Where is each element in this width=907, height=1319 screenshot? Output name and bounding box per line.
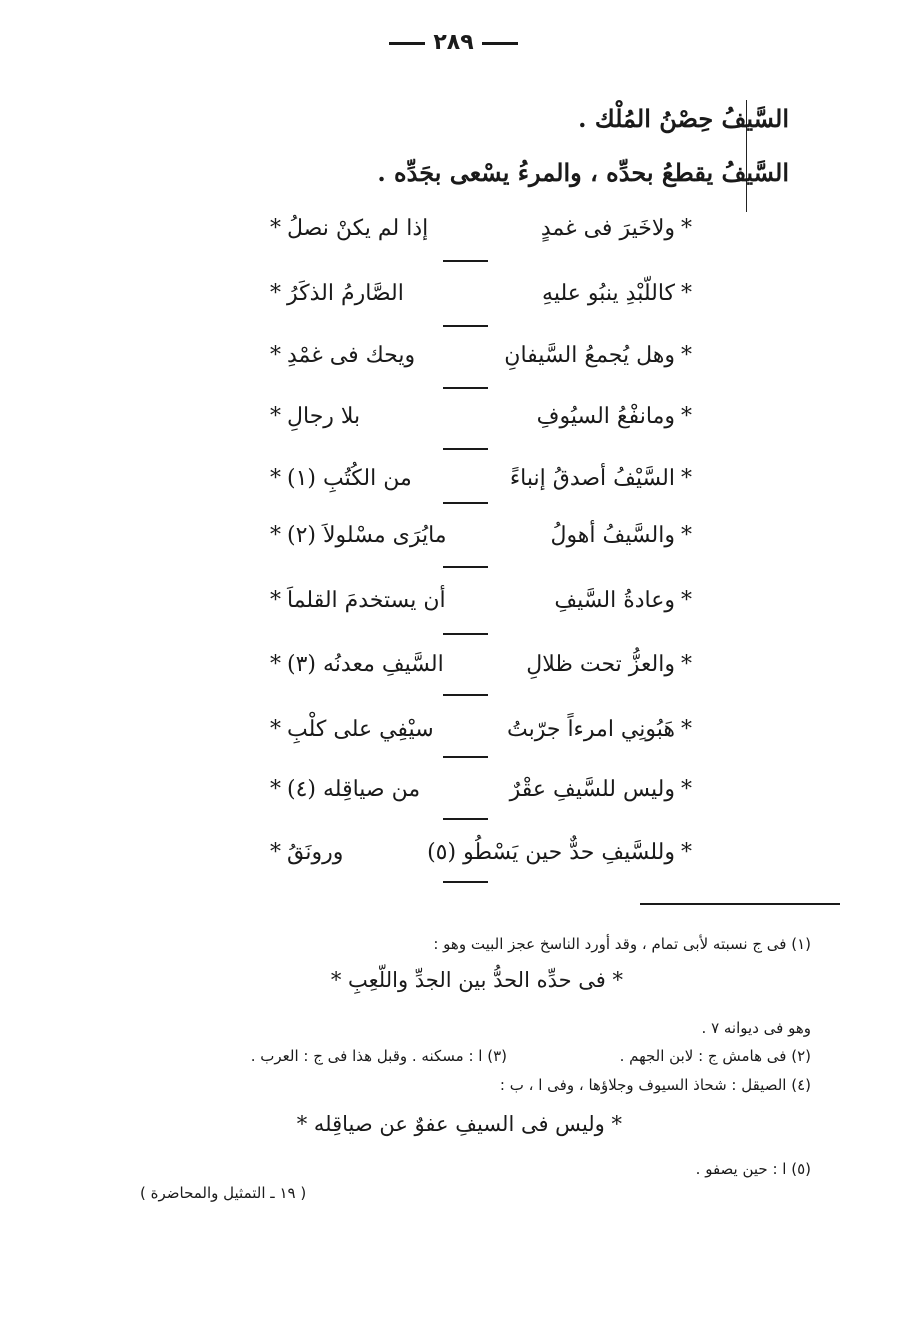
verse-line: [270, 582, 692, 618]
verse-separator: [443, 260, 488, 262]
verse-star: *: [681, 280, 692, 306]
verse-line: [270, 517, 692, 553]
verse-separator: [443, 448, 488, 450]
verse-star: *: [681, 587, 692, 613]
verse-star: *: [270, 651, 281, 677]
verse-line: [270, 711, 692, 747]
verse-star: *: [681, 522, 692, 548]
verse-second-hemistich: الصَّارمُ الذكَرُ: [287, 280, 404, 306]
verse-first-hemistich: ومانفْعُ السيُوفِ: [536, 403, 675, 429]
verse-line: [270, 834, 692, 870]
footnote-2: (٢) فى هامش ج : لابن الجهم .: [619, 1047, 811, 1065]
verse-second-hemistich: من صياقِله (٤): [287, 776, 421, 802]
book-title-signature: ( ١٩ ـ التمثيل والمحاضرة ): [140, 1184, 307, 1202]
page-number-dash-right: [482, 42, 518, 45]
verse-first-hemistich: هَبُونِي امرءاً جرّبتُ: [506, 716, 675, 742]
proverb-line-2: السَّيفُ يقطعُ بحدِّه ، والمرءُ يسْعى بجَدِّه .: [377, 158, 789, 187]
verse-first-hemistich: كاللّبْدِ ينبُو عليهِ: [542, 280, 675, 306]
verse-second-hemistich: سيْفِي على كلْبِ: [287, 716, 434, 742]
verse-separator: [443, 694, 488, 696]
verse-second-hemistich: أن يستخدمَ القلماَ: [287, 587, 446, 613]
verse-first-hemistich: وللسَّيفِ حدٌّ حين يَسْطُو (٥): [427, 839, 675, 865]
verse-second-hemistich: ويحك فى غمْدِ: [287, 342, 416, 368]
verse-star: *: [681, 776, 692, 802]
verse-line: [270, 771, 692, 807]
verse-star: *: [270, 465, 281, 491]
verse-separator: [443, 881, 488, 883]
page-number-value: ٢٨٩: [433, 30, 474, 55]
verse-star: *: [270, 587, 281, 613]
verse-first-hemistich: وهل يُجمعُ السَّيفانِ: [504, 342, 675, 368]
footnote-1-verse: * فى حدِّه الحدُّ بين الجدِّ واللّعِبِ *: [330, 968, 623, 992]
verse-separator: [443, 387, 488, 389]
verse-second-hemistich: بلا رجالِ: [287, 403, 361, 429]
verse-star: *: [681, 716, 692, 742]
page-number: [0, 30, 907, 55]
footnote-rule: [640, 903, 840, 905]
verse-first-hemistich: ولاخَيرَ فى غمدٍ: [540, 215, 675, 241]
verse-star: *: [681, 651, 692, 677]
verse-star: *: [270, 215, 281, 241]
proverb-line-1: السَّيفُ حِصْنُ المُلْك .: [578, 104, 789, 133]
verse-separator: [443, 756, 488, 758]
verse-first-hemistich: وعادةُ السَّيفِ: [554, 587, 675, 613]
verse-star: *: [270, 280, 281, 306]
verse-first-hemistich: والعزُّ تحت ظلالِ: [526, 651, 675, 677]
verse-first-hemistich: السَّيْفُ أصدقُ إنباءً: [509, 465, 675, 491]
verse-star: *: [681, 465, 692, 491]
verse-separator: [443, 566, 488, 568]
verse-star: *: [270, 403, 281, 429]
verse-star: *: [270, 716, 281, 742]
verse-star: *: [681, 215, 692, 241]
verse-star: *: [270, 839, 281, 865]
verse-star: *: [270, 776, 281, 802]
verse-first-hemistich: والسَّيفُ أهولُ: [550, 522, 675, 548]
page-number-dash-left: [389, 42, 425, 45]
footnote-5: (٥) ا : حين يصفو .: [695, 1160, 811, 1178]
verse-line: [270, 275, 692, 311]
footnote-1: (١) فى ج نسبته لأبى تمام ، وقد أورد الناسخ عجز البيت وهو :: [433, 935, 811, 953]
footnote-4-verse: * وليس فى السيفِ عفوٌ عن صياقِله *: [296, 1112, 622, 1136]
verse-line: [270, 337, 692, 373]
verse-star: *: [270, 522, 281, 548]
verse-first-hemistich: وليس للسَّيفِ عقْرٌ: [509, 776, 675, 802]
verse-separator: [443, 633, 488, 635]
verse-second-hemistich: إذا لم يكنْ نصلُ: [287, 215, 429, 241]
verse-star: *: [270, 342, 281, 368]
verse-star: *: [681, 839, 692, 865]
verse-line: [270, 646, 692, 682]
verse-line: [270, 398, 692, 434]
verse-second-hemistich: من الكُتُبِ (١): [287, 465, 412, 491]
verse-star: *: [681, 403, 692, 429]
verse-second-hemistich: مايُرَى مسْلولاَ (٢): [287, 522, 447, 548]
verse-star: *: [681, 342, 692, 368]
footnote-1-note: وهو فى ديوانه ٧ .: [701, 1019, 811, 1037]
verse-line: [270, 460, 692, 496]
verse-separator: [443, 325, 488, 327]
footnote-4: (٤) الصيقل : شحاذ السيوف وجلاؤها ، وفى ا ، ب :: [499, 1076, 811, 1094]
verse-line: [270, 210, 692, 246]
verse-second-hemistich: ورونَقُ: [287, 839, 344, 865]
verse-separator: [443, 502, 488, 504]
footnote-3: (٣) ا : مسكنه . وقبل هذا فى ج : العرب .: [250, 1047, 507, 1065]
verse-second-hemistich: السَّيفِ معدنُه (٣): [287, 651, 444, 677]
verse-separator: [443, 818, 488, 820]
